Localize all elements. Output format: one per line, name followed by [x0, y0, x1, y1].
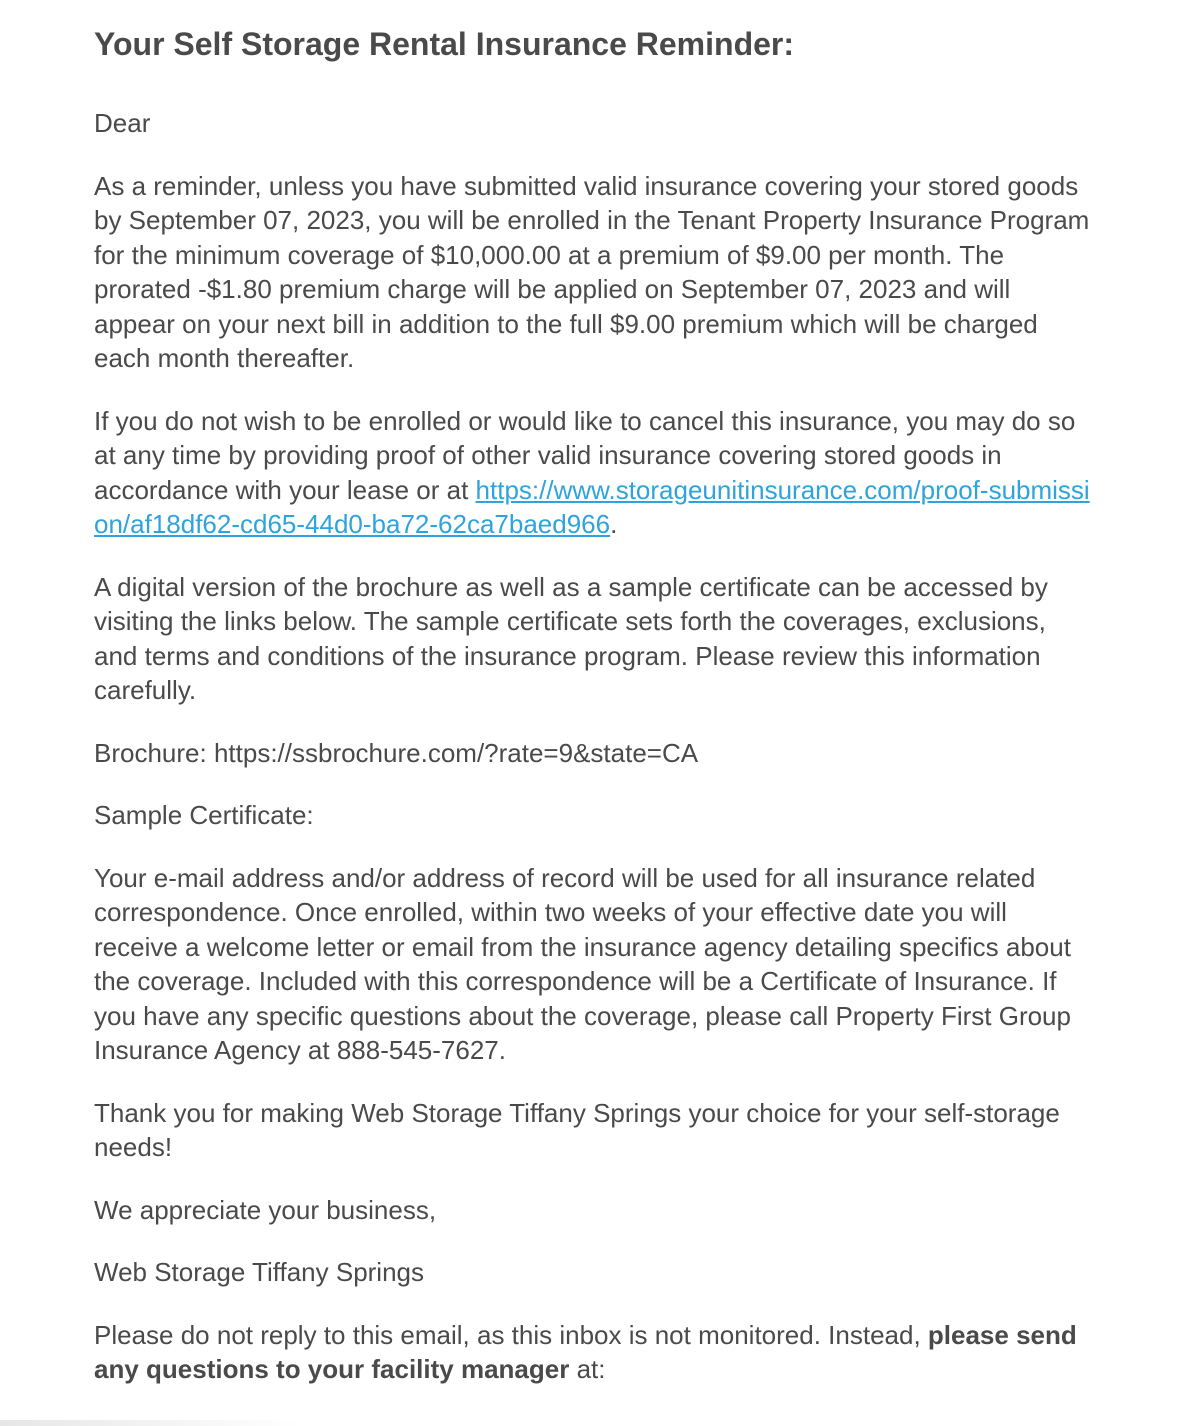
- email-title: Your Self Storage Rental Insurance Reminder:: [94, 26, 795, 62]
- email-body: [94, 22, 1094, 1415]
- cancel-paragraph-text: If you do not wish to be enrolled or would like to cancel this insurance, you may do so at any time by providing proof of other valid insurance covering stored goods in accordance with your lease or at: [94, 405, 1076, 505]
- sample-certificate-line: Sample Certificate:: [94, 800, 314, 830]
- brochure-paragraph: A digital version of the brochure as well as a sample certificate can be accessed by visiting the links below. The sample certificate sets forth the coverages, exclusions, and terms and conditions of the insurance program. Please review this information carefully.: [94, 571, 1048, 705]
- brochure-line: Brochure: https://ssbrochure.com/?rate=9&state=CA: [94, 737, 699, 768]
- closing-line: We appreciate your business,: [94, 1194, 437, 1225]
- no-reply-paragraph: [94, 1318, 1094, 1387]
- greeting: Dear: [94, 108, 151, 138]
- signature: Web Storage Tiffany Springs: [94, 1257, 425, 1287]
- no-reply-end: at:: [569, 1354, 606, 1384]
- correspondence-paragraph: Your e-mail address and/or address of record will be used for all insurance related correspondence. Once enrolled, within two weeks of your effective date you will receive a welcome letter or email from the insurance agency detailing specifics about the coverage. Included with this correspondence will be a Certificate of Insurance. If you have any specific questions about the coverage, please call Property First Group Insurance Agency at 888-545-7627.: [94, 862, 1071, 1065]
- cancel-paragraph-end: .: [610, 509, 618, 539]
- no-reply-text: Please do not reply to this email, as this inbox is not monitored. Instead,: [94, 1319, 928, 1350]
- proof-submission-link[interactable]: https://www.storageunitinsurance.com/proof-submission/af18df62-cd65-44d0-ba72-62ca7baed966: [94, 474, 1090, 539]
- bottom-shadow: [0, 1420, 300, 1426]
- cancel-paragraph: [94, 404, 1094, 542]
- reminder-paragraph: As a reminder, unless you have submitted valid insurance covering your stored goods by September 07, 2023, you will be enrolled in the Tenant Property Insurance Program for the minimum coverage of $10,000.00 at a premium of $9.00 per month. The prorated -$1.80 premium charge will be applied on September 07, 2023 and will appear on your next bill in addition to the full $9.00 premium which will be charged each month thereafter.: [94, 170, 1090, 373]
- thank-you-paragraph: Thank you for making Web Storage Tiffany Springs your choice for your self-storage needs!: [94, 1097, 1060, 1162]
- no-reply-bold: please send any questions to your facility manager: [94, 1319, 1077, 1384]
